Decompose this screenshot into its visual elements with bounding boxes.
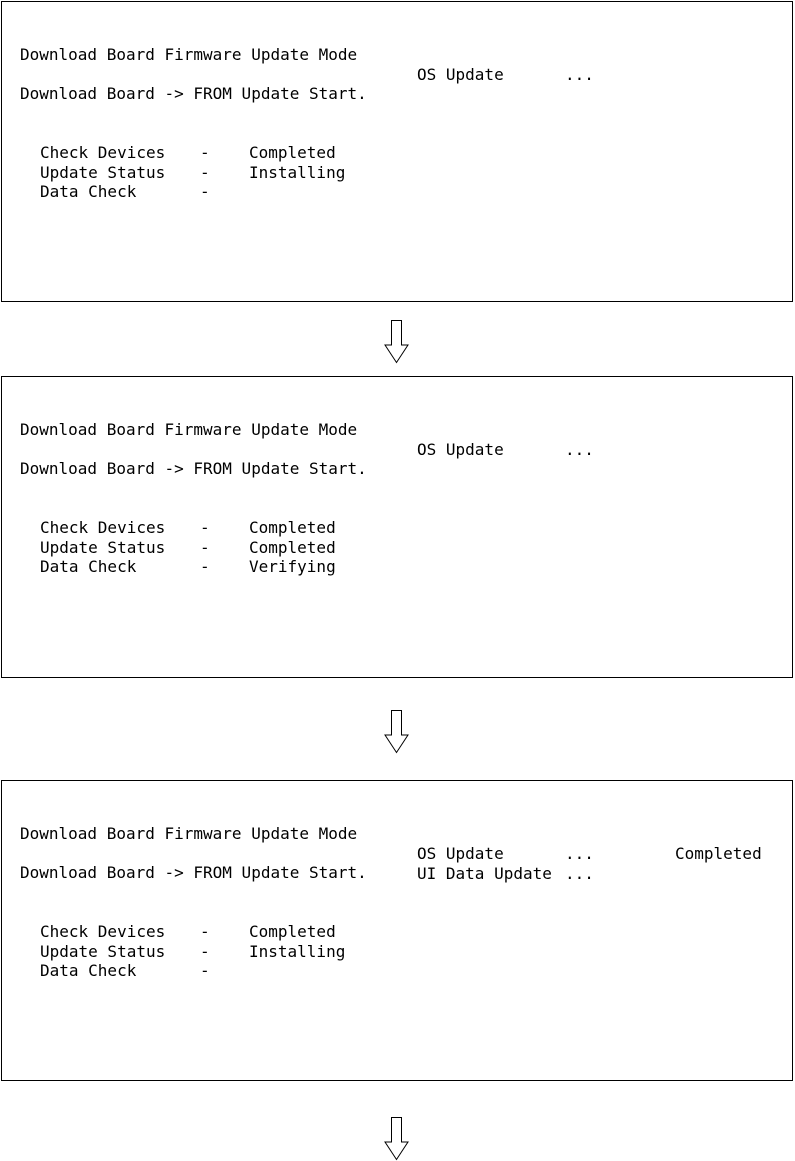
check-devices-dash: -: [200, 143, 210, 162]
mode-title: Download Board Firmware Update Mode: [20, 420, 358, 439]
os-update-label: OS Update: [417, 844, 504, 863]
check-devices-value: Completed: [249, 922, 336, 941]
update-status-label: Update Status: [40, 942, 166, 961]
data-check-label: Data Check: [40, 961, 137, 980]
update-start-line: Download Board -> FROM Update Start.: [20, 459, 367, 478]
update-status-dash: -: [200, 163, 210, 182]
down-arrow-icon: [384, 710, 409, 754]
update-status-value: Installing: [249, 163, 346, 182]
screen-panel-1: [1, 1, 793, 302]
screen-panel-2: [1, 376, 793, 678]
check-devices-label: Check Devices: [40, 518, 166, 537]
update-status-label: Update Status: [40, 538, 166, 557]
check-devices-dash: -: [200, 518, 210, 537]
check-devices-value: Completed: [249, 143, 336, 162]
os-update-dots: ...: [565, 844, 594, 863]
data-check-label: Data Check: [40, 557, 137, 576]
data-check-label: Data Check: [40, 182, 137, 201]
check-devices-label: Check Devices: [40, 922, 166, 941]
os-update-dots: ...: [565, 440, 594, 459]
down-arrow-icon: [384, 1117, 409, 1161]
check-devices-value: Completed: [249, 518, 336, 537]
update-status-dash: -: [200, 538, 210, 557]
os-update-dots: ...: [565, 65, 594, 84]
screen-panel-3: [1, 780, 793, 1081]
data-check-dash: -: [200, 557, 210, 576]
os-update-label: OS Update: [417, 440, 504, 459]
check-devices-dash: -: [200, 922, 210, 941]
check-devices-label: Check Devices: [40, 143, 166, 162]
data-check-value: Verifying: [249, 557, 336, 576]
data-check-dash: -: [200, 182, 210, 201]
down-arrow-icon: [384, 320, 409, 364]
update-start-line: Download Board -> FROM Update Start.: [20, 84, 367, 103]
update-status-label: Update Status: [40, 163, 166, 182]
update-status-value: Installing: [249, 942, 346, 961]
ui-data-update-label: UI Data Update: [417, 864, 552, 883]
update-start-line: Download Board -> FROM Update Start.: [20, 863, 367, 882]
os-update-status: Completed: [675, 844, 762, 863]
update-status-value: Completed: [249, 538, 336, 557]
os-update-label: OS Update: [417, 65, 504, 84]
mode-title: Download Board Firmware Update Mode: [20, 45, 358, 64]
data-check-dash: -: [200, 961, 210, 980]
mode-title: Download Board Firmware Update Mode: [20, 824, 358, 843]
update-status-dash: -: [200, 942, 210, 961]
ui-data-update-dots: ...: [565, 864, 594, 883]
